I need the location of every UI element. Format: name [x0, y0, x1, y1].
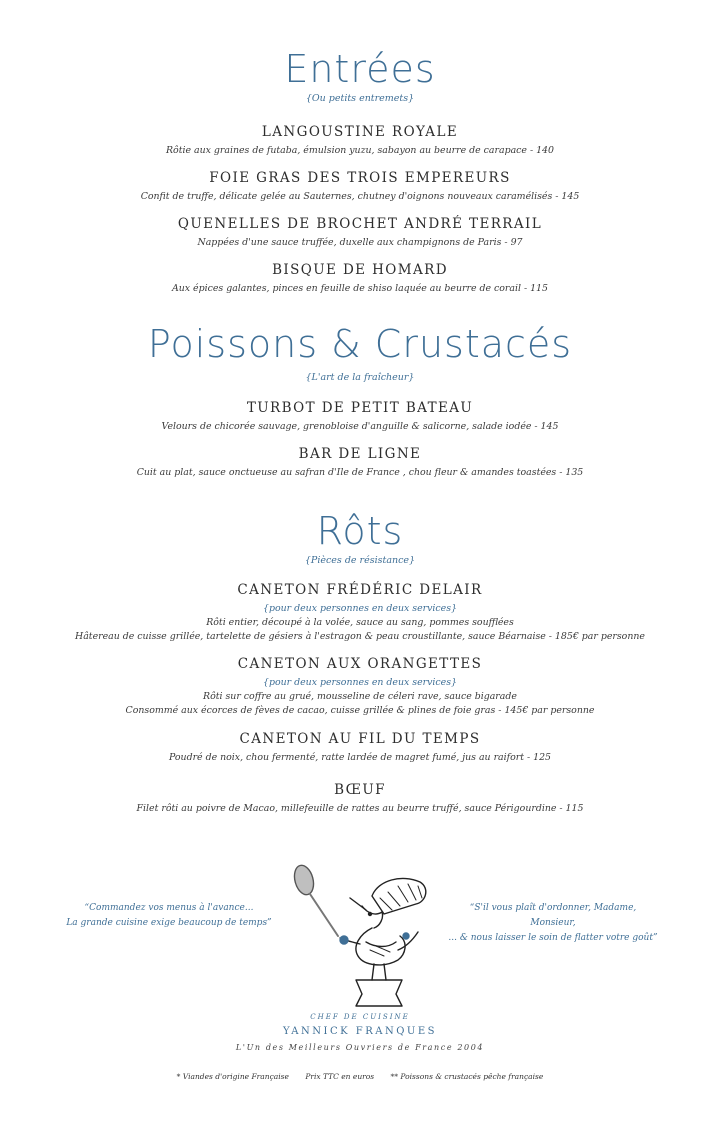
footer-note: * Viandes d'origine Française — [176, 1072, 289, 1081]
dish-description: Poudré de noix, chou fermenté, ratte lardée de magret fumé, jus au raifort - 125 — [168, 752, 552, 763]
dish-name: BISQUE DE HOMARD — [272, 262, 448, 278]
section-title-rots: Rôts — [316, 509, 404, 553]
dish-caneton-fil-du-temps — [0, 731, 720, 765]
dish-description: Aux épices galantes, pinces en feuille de shiso laquée au beurre de corail - 115 — [171, 283, 548, 294]
dish-description: Rôti sur coffre au grué, mousseline de céleri rave, sauce bigarade — [203, 691, 517, 702]
dish-name: QUENELLES DE BROCHET ANDRÉ TERRAIL — [177, 216, 543, 232]
quote-right — [448, 901, 658, 946]
section-title-entrees: Entrées — [284, 47, 436, 91]
dish-description: Velours de chicorée sauvage, grenobloise d'anguille & salicorne, salade iodée - 145 — [161, 421, 559, 432]
dish-foie-gras — [0, 170, 720, 204]
dish-description: Confit de truffe, délicate gelée au Sauternes, chutney d'oignons nouveaux caramélisés - 145 — [140, 191, 580, 202]
dish-name: CANETON AUX ORANGETTES — [237, 656, 483, 672]
chef-title: L'Un des Meilleurs Ouvriers de France 2004 — [235, 1043, 485, 1052]
dish-description: Cuit au plat, sauce onctueuse au safran d'Ile de France , chou fleur & amandes toastées - 135 — [136, 467, 584, 478]
dish-name: FOIE GRAS DES TROIS EMPEREURS — [209, 170, 511, 186]
dish-turbot — [0, 400, 720, 434]
quote-left — [64, 901, 274, 931]
footer-note: ** Poissons & crustacés pêche française — [390, 1072, 544, 1081]
dish-name: BAR DE LIGNE — [298, 446, 422, 462]
quote-line: “Commandez vos menus à l'avance... — [84, 903, 254, 913]
quote-line: La grande cuisine exige beaucoup de temps” — [66, 918, 272, 928]
dish-name: CANETON AU FIL DU TEMPS — [239, 731, 481, 747]
chef-signature — [0, 1013, 720, 1052]
dish-caneton-orangettes — [0, 656, 720, 718]
dish-name: TURBOT DE PETIT BATEAU — [246, 400, 474, 416]
dish-caneton-delair — [0, 582, 720, 644]
quote-line: ... & nous laisser le soin de flatter votre goût” — [448, 933, 658, 943]
dish-name: CANETON FRÉDÉRIC DELAIR — [237, 582, 483, 598]
chef-name: YANNICK FRANQUES — [282, 1026, 437, 1037]
dish-note: {pour deux personnes en deux services} — [263, 603, 457, 614]
dish-langoustine — [0, 124, 720, 158]
dish-boeuf — [0, 782, 720, 816]
dish-name: LANGOUSTINE ROYALE — [261, 124, 459, 140]
section-title-poissons: Poissons & Crustacés — [147, 322, 573, 366]
chef-bird-illustration — [280, 858, 440, 1008]
dish-description: Rôti entier, découpé à la volée, sauce au sang, pommes soufflées — [206, 617, 514, 628]
dish-description: Consommé aux écorces de fèves de cacao, cuisse grillée & plines de foie gras - 145€ par personne — [125, 705, 595, 716]
dish-bisque — [0, 262, 720, 296]
footer-note: Prix TTC en euros — [305, 1072, 375, 1081]
quote-line: “S'il vous plaît d'ordonner, Madame, Monsieur, — [469, 903, 637, 928]
dish-description: Nappées d'une sauce truffée, duxelle aux champignons de Paris - 97 — [197, 237, 523, 248]
dish-bar — [0, 446, 720, 480]
dish-description: Filet rôti au poivre de Macao, millefeuille de rattes au beurre truffé, sauce Périgourdine - 115 — [136, 803, 584, 814]
section-subtitle-entrees: {Ou petits entremets} — [305, 93, 415, 104]
section-subtitle-rots: {Pièces de résistance} — [304, 555, 416, 566]
dish-description: Hâtereau de cuisse grillée, tartelette de gésiers à l'estragon & peau croustillante, sauce Béarnaise - 185€ par personne — [75, 631, 645, 642]
dish-note: {pour deux personnes en deux services} — [263, 677, 457, 688]
footer-notes — [0, 1072, 720, 1081]
dish-description: Rôtie aux graines de futaba, émulsion yuzu, sabayon au beurre de carapace - 140 — [166, 145, 554, 156]
chef-label: CHEF DE CUISINE — [310, 1013, 410, 1021]
dish-name: BŒUF — [334, 782, 386, 798]
dish-quenelles — [0, 216, 720, 250]
section-subtitle-poissons: {L'art de la fraîcheur} — [305, 372, 415, 383]
